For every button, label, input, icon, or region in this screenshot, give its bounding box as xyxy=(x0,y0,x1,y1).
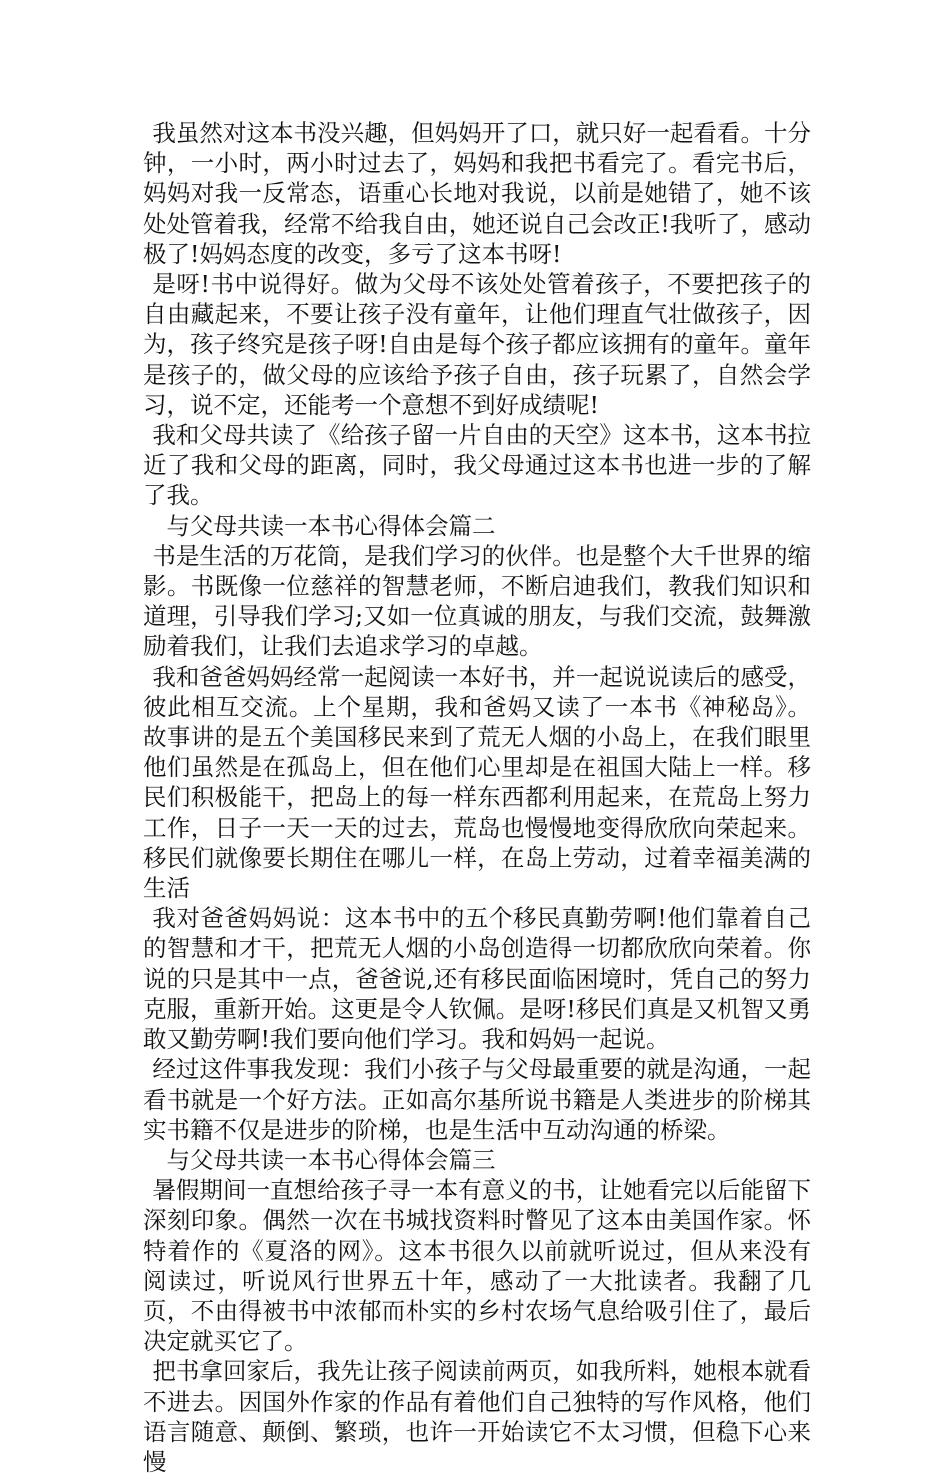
document-body xyxy=(143,118,811,1477)
paragraph: 我和爸爸妈妈经常一起阅读一本好书，并一起说说读后的感受，彼此相互交流。上个星期，我和爸妈又读了一本书《神秘岛》。故事讲的是五个美国移民来到了荒无人烟的小岛上，在我们眼里他们虽然是在孤岛上，但在他们心里却是在祖国大陆上一样。移民们积极能干，把岛上的每一样东西都利用起来，在荒岛上努力工作，日子一天一天的过去，荒岛也慢慢地变得欣欣向荣起来。移民们就像要长期住在哪儿一样，在岛上劳动，过着幸福美满的生活 xyxy=(143,662,811,903)
section-heading: 与父母共读一本书心得体会篇三 xyxy=(166,1145,496,1174)
paragraph: 是呀!书中说得好。做为父母不该处处管着孩子，不要把孩子的自由藏起来，不要让孩子没有童年，让他们理直气壮做孩子，因为，孩子终究是孩子呀!自由是每个孩子都应该拥有的童年。童年是孩子的，做父母的应该给予孩子自由，孩子玩累了，自然会学习，说不定，还能考一个意想不到好成绩呢! xyxy=(143,270,811,419)
section-heading: 与父母共读一本书心得体会篇二 xyxy=(166,511,496,540)
paragraph: 把书拿回家后，我先让孩子阅读前两页，如我所料，她根本就看不进去。因国外作家的作品有着他们自己独特的写作风格，他们语言随意、颠倒、繁琐，也许一开始读它不太习惯，但稳下心来慢 xyxy=(143,1357,811,1476)
paragraph: 我和父母共读了《给孩子留一片自由的天空》这本书，这本书拉近了我和父母的距离，同时，我父母通过这本书也进一步的了解了我。 xyxy=(143,421,811,510)
paragraph: 暑假期间一直想给孩子寻一本有意义的书，让她看完以后能留下深刻印象。偶然一次在书城找资料时瞥见了这本由美国作家。怀特着作的《夏洛的网》。这本书很久以前就听说过，但从来没有阅读过，听说风行世界五十年，感动了一大批读者。我翻了几页，不由得被书中浓郁而朴实的乡村农场气息给吸引住了，最后决定就买它了。 xyxy=(143,1176,811,1356)
paragraph: 我对爸爸妈妈说：这本书中的五个移民真勤劳啊!他们靠着自己的智慧和才干，把荒无人烟的小岛创造得一切都欣欣向荣着。你说的只是其中一点，爸爸说,还有移民面临困境时，凭自己的努力克服，重新开始。这更是令人钦佩。是呀!移民们真是又机智又勇敢又勤劳啊!我们要向他们学习。我和妈妈一起说。 xyxy=(143,904,811,1054)
paragraph: 书是生活的万花筒，是我们学习的伙伴。也是整个大千世界的缩影。书既像一位慈祥的智慧老师，不断启迪我们，教我们知识和道理，引导我们学习;又如一位真诚的朋友，与我们交流，鼓舞激励着我们，让我们去追求学习的卓越。 xyxy=(143,541,811,661)
paragraph: 经过这件事我发现：我们小孩子与父母最重要的就是沟通，一起看书就是一个好方法。正如高尔基所说书籍是人类进步的阶梯其实书籍不仅是进步的阶梯，也是生活中互动沟通的桥梁。 xyxy=(143,1055,811,1144)
paragraph: 我虽然对这本书没兴趣，但妈妈开了口，就只好一起看看。十分钟，一小时，两小时过去了，妈妈和我把书看完了。看完书后，妈妈对我一反常态，语重心长地对我说，以前是她错了，她不该处处管着我，经常不给我自由，她还说自己会改正!我听了，感动极了!妈妈态度的改变，多亏了这本书呀! xyxy=(143,119,811,268)
